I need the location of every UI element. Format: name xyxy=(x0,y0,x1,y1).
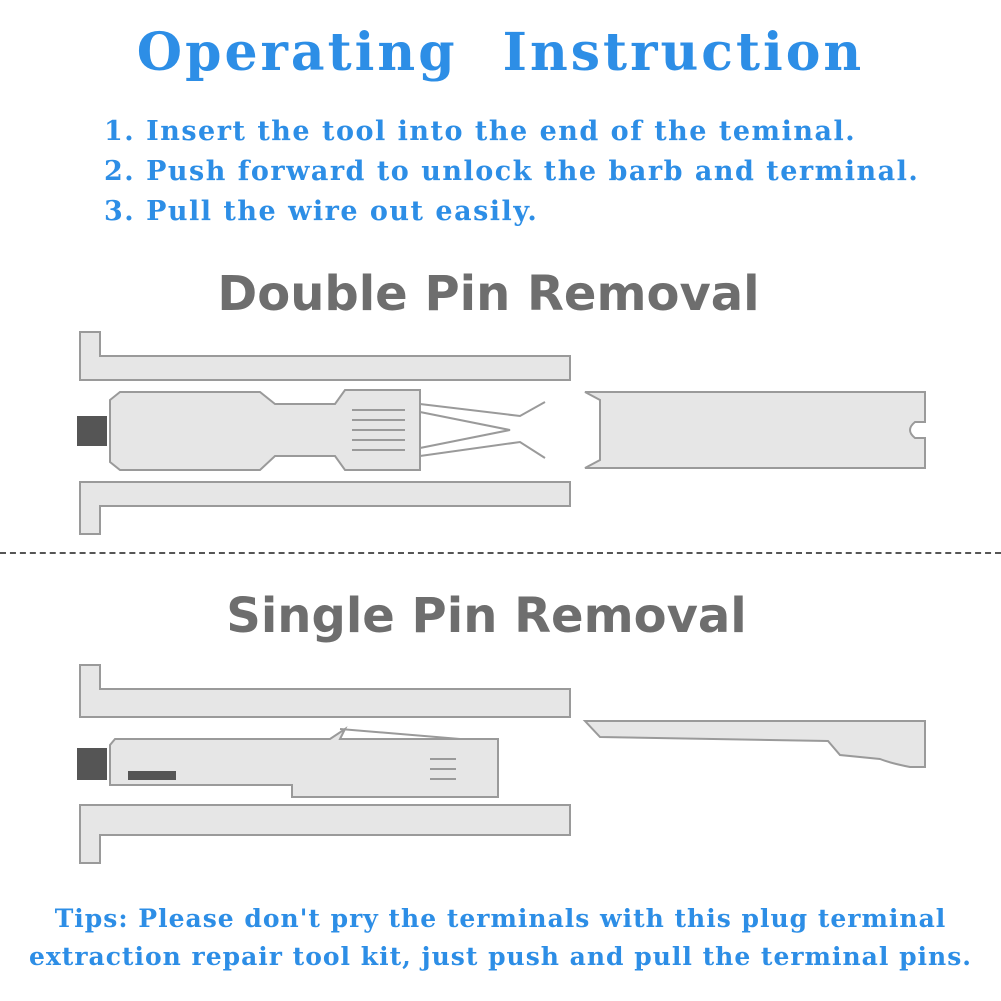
terminal-barb xyxy=(340,729,460,739)
housing-top-rail xyxy=(80,332,570,380)
section-divider xyxy=(0,552,1001,554)
wire-end xyxy=(77,748,107,780)
terminal-barb xyxy=(420,402,545,458)
housing-bottom-rail xyxy=(80,805,570,863)
housing-bottom-rail xyxy=(80,482,570,534)
wire-end xyxy=(77,416,107,446)
single-pin-removal-title: Single Pin Removal xyxy=(226,588,747,644)
terminal-slot xyxy=(128,771,176,780)
instruction-step-2: 2. Push forward to unlock the barb and terminal. xyxy=(104,156,920,187)
instruction-step-3: 3. Pull the wire out easily. xyxy=(104,196,539,227)
tips-line-1: Tips: Please don't pry the terminals with this plug terminal xyxy=(54,904,947,933)
double-pin-diagram xyxy=(0,320,1001,550)
double-pin-removal-title: Double Pin Removal xyxy=(217,266,760,322)
terminal-body xyxy=(110,729,498,797)
single-pin-diagram xyxy=(0,655,1001,870)
instruction-list xyxy=(104,112,919,232)
tips-text xyxy=(0,900,1001,976)
instruction-step-1: 1. Insert the tool into the end of the teminal. xyxy=(104,116,857,147)
double-pin-tool xyxy=(585,392,925,468)
single-pin-tool xyxy=(585,721,925,767)
page-title: Operating Instruction xyxy=(136,22,865,83)
housing-top-rail xyxy=(80,665,570,717)
tips-line-2: extraction repair tool kit, just push and pull the terminal pins. xyxy=(28,942,973,971)
